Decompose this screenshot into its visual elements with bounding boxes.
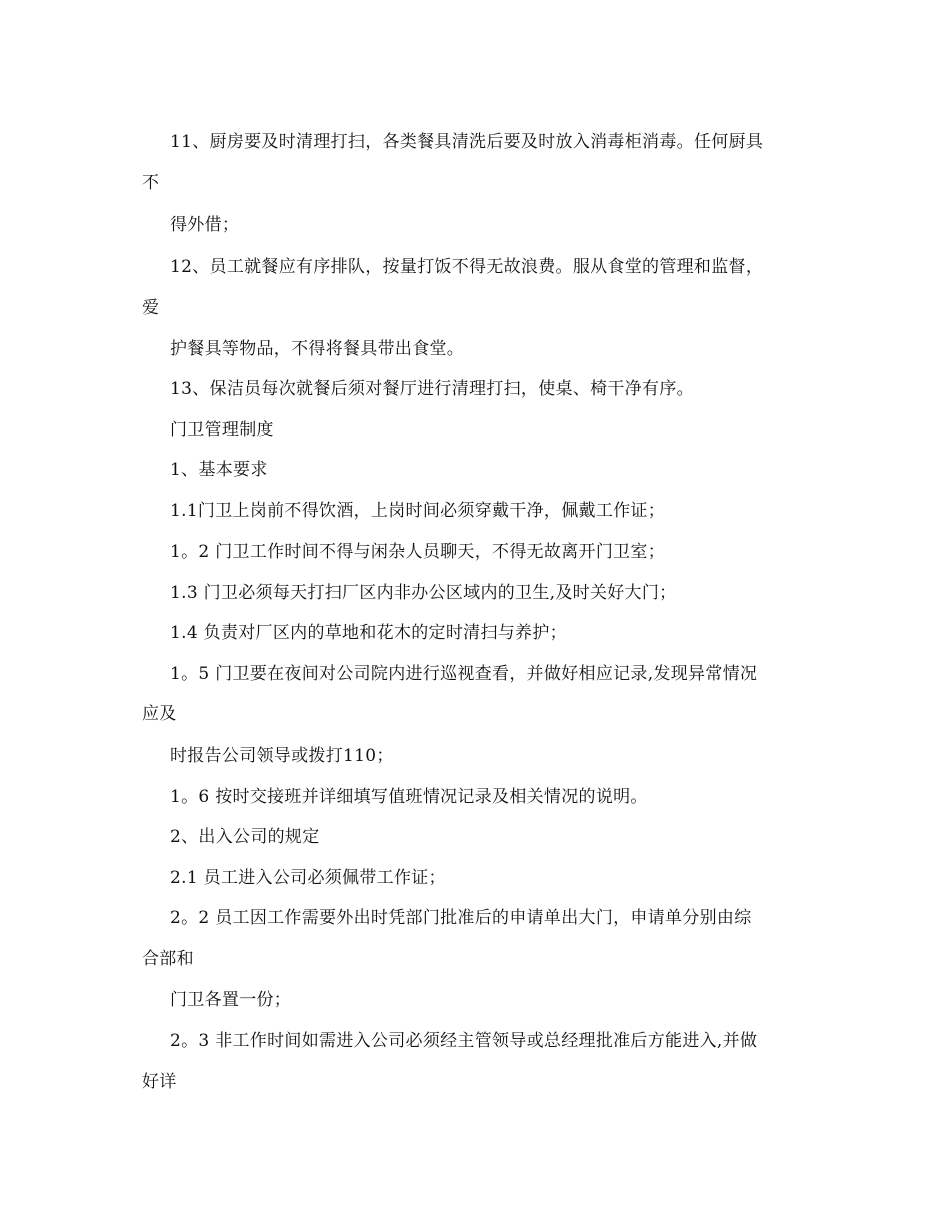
paragraph-line: 门卫各置一份； (170, 990, 292, 1010)
paragraph-line: 得外借； (170, 215, 240, 235)
paragraph-line: 护餐具等物品，不得将餐具带出食堂。 (170, 339, 465, 359)
paragraph-line: 好详 (142, 1072, 177, 1092)
paragraph-line: 1。2 门卫工作时间不得与闲杂人员聊天，不得无故离开门卫室； (170, 542, 666, 562)
paragraph-line: 1。5 门卫要在夜间对公司院内进行巡视查看，并做好相应记录,发现异常情况 (170, 664, 758, 684)
paragraph-line: 合部和 (142, 949, 194, 969)
paragraph-line: 12、员工就餐应有序排队，按量打饭不得无故浪费。服从食堂的管理和监督， (170, 257, 764, 277)
paragraph-line: 11、厨房要及时清理打扫，各类餐具清洗后要及时放入消毒柜消毒。任何厨具 (170, 132, 764, 152)
paragraph-line: 不 (142, 173, 160, 193)
paragraph-line: 2。3 非工作时间如需进入公司必须经主管领导或总经理批准后方能进入,并做 (170, 1031, 758, 1051)
paragraph-line: 13、保洁员每次就餐后须对餐厅进行清理打扫，使桌、椅干净有序。 (170, 379, 694, 399)
paragraph-line: 2。2 员工因工作需要外出时凭部门批准后的申请单出大门，申请单分别由综 (170, 908, 752, 928)
section-heading: 门卫管理制度 (170, 420, 274, 440)
paragraph-line: 1。6 按时交接班并详细填写值班情况记录及相关情况的说明。 (170, 787, 648, 807)
paragraph-line: 1.1门卫上岗前不得饮酒，上岗时间必须穿戴干净，佩戴工作证； (170, 501, 666, 521)
paragraph-line: 2.1 员工进入公司必须佩带工作证； (170, 868, 446, 888)
paragraph-line: 1.4 负责对厂区内的草地和花木的定时清扫与养护； (170, 623, 567, 643)
paragraph-line: 时报告公司领导或拨打110； (170, 746, 394, 766)
subsection-heading: 1、基本要求 (170, 460, 268, 480)
paragraph-line: 爱 (142, 298, 160, 318)
paragraph-line: 1.3 门卫必须每天打扫厂区内非办公区域内的卫生,及时关好大门； (170, 583, 677, 603)
subsection-heading: 2、出入公司的规定 (170, 827, 320, 847)
paragraph-line: 应及 (142, 704, 177, 724)
